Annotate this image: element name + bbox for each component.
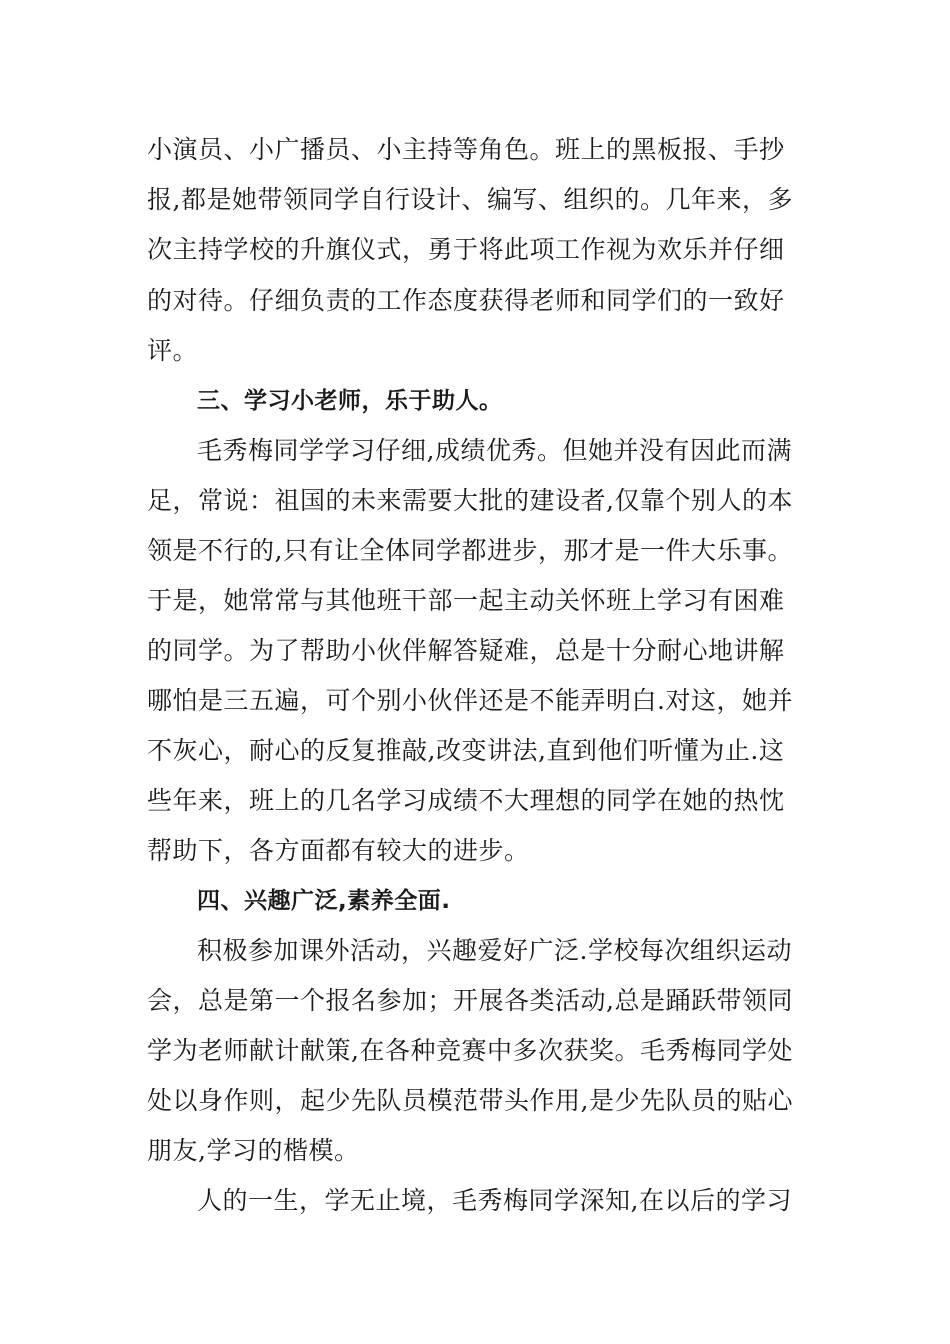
section-heading-4: 四、兴趣广泛,素养全面. — [197, 888, 451, 914]
text-line: 评。 — [147, 336, 199, 365]
paragraph-first-line: 毛秀梅同学学习仔细,成绩优秀。但她并没有因此而满 — [197, 436, 792, 465]
text-line: 次主持学校的升旗仪式，勇于将此项工作视为欢乐并仔细 — [147, 235, 785, 264]
text-line: 帮助下，各方面都有较大的进步。 — [147, 836, 530, 865]
paragraph-first-line: 积极参加课外活动，兴趣爱好广泛.学校每次组织运动 — [197, 936, 792, 965]
section-heading-3: 三、学习小老师，乐于助人。 — [197, 388, 503, 414]
text-line: 朋友,学习的楷模。 — [147, 1136, 360, 1165]
paragraph-first-line: 人的一生，学无止境，毛秀梅同学深知,在以后的学习 — [197, 1186, 792, 1215]
text-line: 报,都是她带领同学自行设计、编写、组织的。几年来，多 — [147, 185, 793, 214]
text-line: 小演员、小广播员、小主持等角色。班上的黑板报、手抄 — [147, 135, 785, 164]
text-line: 学为老师献计献策,在各种竞赛中多次获奖。毛秀梅同学处 — [147, 1036, 793, 1065]
text-line: 些年来，班上的几名学习成绩不大理想的同学在她的热忱 — [147, 786, 785, 815]
text-line: 的同学。为了帮助小伙伴解答疑难，总是十分耐心地讲解 — [147, 636, 785, 665]
text-line: 哪怕是三五遍，可个别小伙伴还是不能弄明白.对这，她并 — [147, 686, 793, 715]
text-line: 于是，她常常与其他班干部一起主动关怀班上学习有困难 — [147, 586, 785, 615]
text-line: 的对待。仔细负责的工作态度获得老师和同学们的一致好 — [147, 286, 785, 315]
text-line: 处以身作则，起少先队员模范带头作用,是少先队员的贴心 — [147, 1086, 793, 1115]
text-line: 会，总是第一个报名参加；开展各类活动,总是踊跃带领同 — [147, 986, 793, 1015]
text-line: 不灰心，耐心的反复推敲,改变讲法,直到他们听懂为止.这 — [147, 736, 785, 765]
text-line: 领是不行的,只有让全体同学都进步，那才是一件大乐事。 — [147, 536, 793, 565]
text-line: 足，常说：祖国的未来需要大批的建设者,仅靠个别人的本 — [147, 486, 793, 515]
